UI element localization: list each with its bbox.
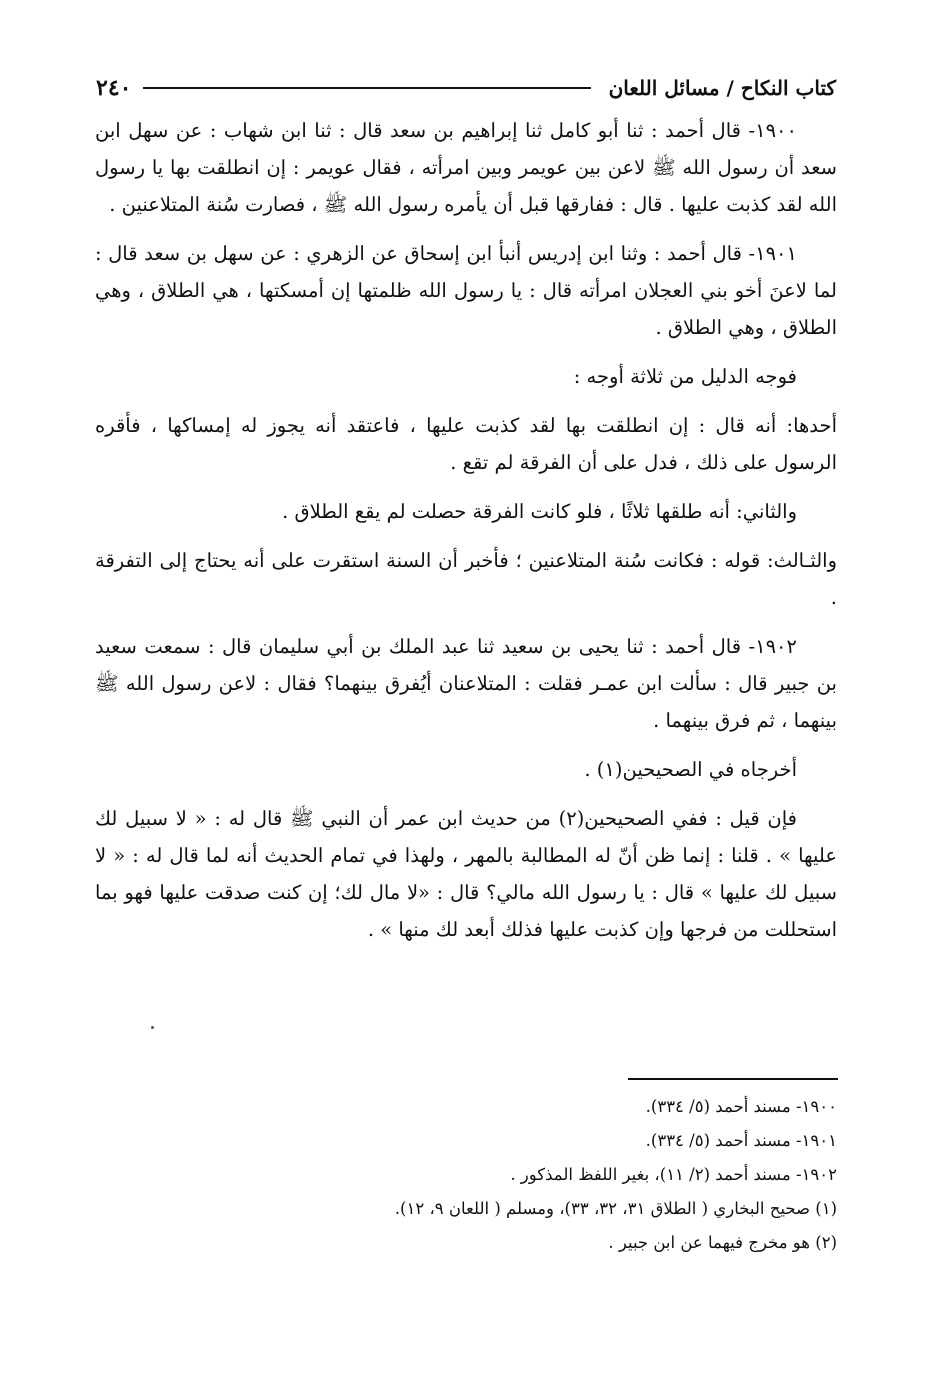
footnote-1901: ١٩٠١- مسند أحمد (٥/ ٣٣٤). bbox=[645, 1131, 837, 1150]
takhrij-note: أخرجاه في الصحيحين(١) . bbox=[584, 758, 797, 781]
evidence-first: أحدها: أنه قال : إن انطلقت بها لقد كذبت عليها ، فاعتقد أنه يجوز له إمساكها ، فأقره الرسول على ذلك ، فدل على أن الفرقة لم تقع . bbox=[95, 414, 837, 474]
page-header bbox=[96, 70, 836, 106]
footnote-1902: ١٩٠٢- مسند أحمد (٢/ ١١)، بغير اللفظ المذكور . bbox=[510, 1165, 837, 1184]
footnote-1900: ١٩٠٠- مسند أحمد (٥/ ٣٣٤). bbox=[645, 1097, 837, 1116]
header-rule bbox=[143, 87, 590, 89]
main-text bbox=[95, 112, 837, 960]
hadith-1900: ١٩٠٠- قال أحمد : ثنا أبو كامل ثنا إبراهيم بن سعد قال : ثنا ابن شهاب : عن سهل ابن سعد أن رسول الله ﷺ لاعن بين عويمر وبين امرأته ، فقال عويمر : إن انطلقت بها يا رسول الله لقد كذبت عليها . قال : ففارقها قبل أن يأمره رسول الله ﷺ ، فصارت سُنة المتلاعنين . bbox=[95, 119, 837, 216]
footnotes bbox=[300, 1090, 837, 1260]
evidence-intro: فوجه الدليل من ثلاثة أوجه : bbox=[573, 365, 797, 388]
footnote-rule bbox=[628, 1078, 838, 1080]
objection-paragraph: فإن قيل : ففي الصحيحين(٢) من حديث ابن عمر أن النبي ﷺ قال له : « لا سبيل لك عليها » . قلنا : إنما ظن أنّ له المطالبة بالمهر ، ولهذا في تمام الحديث أنه لما قال له : « لا سبيل لك عليها » قال : يا رسول الله مالي؟ قال : «لا مال لك؛ إن كنت صدقت عليها فهو بما استحللت من فرجها وإن كذبت عليها فذلك أبعد لك منها » . bbox=[95, 807, 837, 941]
stray-dot bbox=[151, 1026, 154, 1029]
evidence-third: والثـالث: قوله : فكانت سُنة المتلاعنين ؛ فأخبر أن السنة استقرت على أنه يحتاج إلى التفرقة . bbox=[95, 549, 837, 609]
page-number: ٢٤٠ bbox=[96, 75, 132, 101]
hadith-1902: ١٩٠٢- قال أحمد : ثنا يحيى بن سعيد ثنا عبد الملك بن أبي سليمان قال : سمعت سعيد بن جبير قال : سألت ابن عمـر فقلت : المتلاعنان أيُفرق بينهما؟ فقال : لاعن رسول الله ﷺ بينهما ، ثم فرق بينهما . bbox=[95, 635, 837, 732]
chapter-title: كتاب النكاح / مسائل اللعان bbox=[608, 76, 836, 100]
evidence-second: والثاني: أنه طلقها ثلاثًا ، فلو كانت الفرقة حصلت لم يقع الطلاق . bbox=[282, 500, 797, 523]
footnote-1: (١) صحيح البخاري ( الطلاق ٣١، ٣٢، ٣٣)، ومسلم ( اللعان ٩، ١٢). bbox=[394, 1199, 837, 1218]
footnote-2: (٢) هو مخرج فيهما عن ابن جبير . bbox=[608, 1233, 837, 1252]
hadith-1901: ١٩٠١- قال أحمد : وثنا ابن إدريس أنبأ ابن إسحاق عن الزهري : عن سهل بن سعد قال : لما لاعنَ أخو بني العجلان امرأته قال : يا رسول الله ظلمتها إن أمسكتها ، هي الطلاق ، وهي الطلاق ، وهي الطلاق . bbox=[95, 242, 837, 339]
